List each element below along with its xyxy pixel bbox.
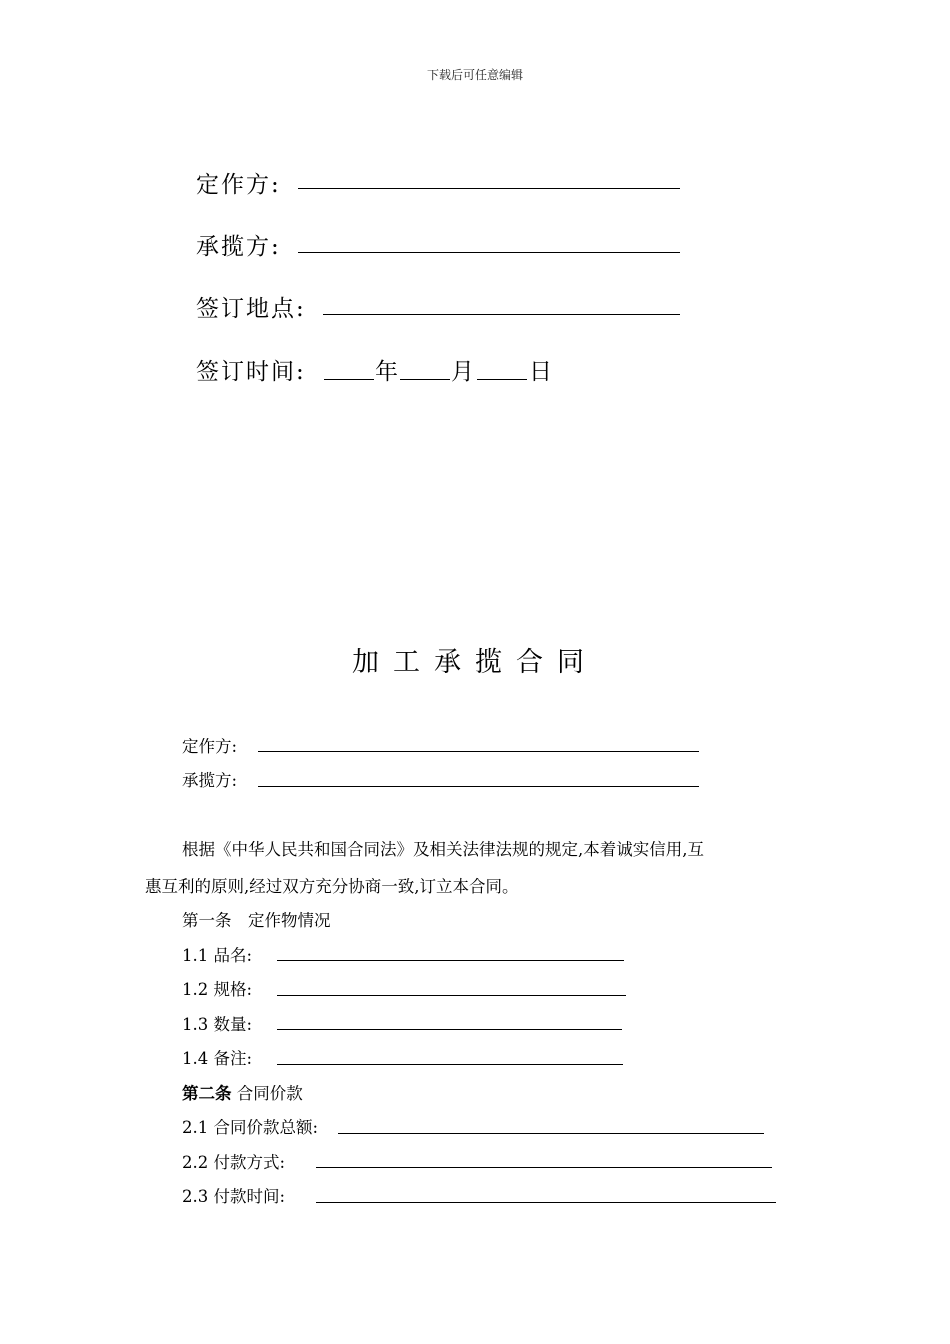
cover-day-label: 日 — [529, 359, 554, 385]
item-2-3-blank[interactable] — [316, 1202, 776, 1203]
item-1-2-label: 1.2 规格: — [182, 980, 253, 999]
preamble-line-1: 根据《中华人民共和国合同法》及相关法律法规的规定,本着诚实信用,互 — [182, 840, 704, 859]
item-1-1-blank[interactable] — [277, 960, 624, 961]
cover-place-label: 签订地点: — [196, 296, 306, 322]
item-2-3-label: 2.3 付款时间: — [182, 1187, 286, 1206]
item-1-4-blank[interactable] — [277, 1064, 623, 1065]
cover-day-blank[interactable] — [477, 379, 527, 380]
item-2-1-label: 2.1 合同价款总额: — [182, 1118, 319, 1137]
cover-place-blank[interactable] — [323, 314, 680, 315]
article-2-heading-number: 第二条 — [182, 1084, 232, 1103]
cover-time-label: 签订时间: — [196, 359, 306, 385]
cover-party-a-label: 定作方: — [196, 172, 281, 198]
item-2-2-blank[interactable] — [316, 1167, 772, 1168]
cover-party-b-blank[interactable] — [298, 252, 680, 253]
item-2-2-label: 2.2 付款方式: — [182, 1153, 286, 1172]
header-note: 下载后可任意编辑 — [426, 68, 523, 82]
article-1-heading: 第一条 定作物情况 — [182, 911, 331, 930]
article-2-heading — [182, 1080, 303, 1104]
cover-year-label: 年 — [375, 359, 400, 385]
item-1-4-label: 1.4 备注: — [182, 1049, 253, 1068]
item-1-3-label: 1.3 数量: — [182, 1015, 253, 1034]
party-a-blank[interactable] — [258, 751, 699, 752]
cover-party-a-blank[interactable] — [298, 188, 680, 189]
preamble-line-2: 惠互利的原则,经过双方充分协商一致,订立本合同。 — [145, 877, 519, 896]
article-2-heading-title: 合同价款 — [236, 1084, 303, 1103]
party-b-label: 承揽方: — [182, 771, 238, 790]
contract-title: 加工承揽合同 — [352, 647, 598, 678]
item-2-1-blank[interactable] — [338, 1133, 764, 1134]
item-1-2-blank[interactable] — [277, 995, 626, 996]
cover-month-blank[interactable] — [400, 379, 450, 380]
party-b-blank[interactable] — [258, 786, 699, 787]
party-a-label: 定作方: — [182, 737, 238, 756]
cover-party-b-label: 承揽方: — [196, 234, 281, 260]
item-1-3-blank[interactable] — [277, 1029, 622, 1030]
cover-year-blank[interactable] — [324, 379, 374, 380]
item-1-1-label: 1.1 品名: — [182, 946, 253, 965]
cover-month-label: 月 — [451, 359, 476, 385]
